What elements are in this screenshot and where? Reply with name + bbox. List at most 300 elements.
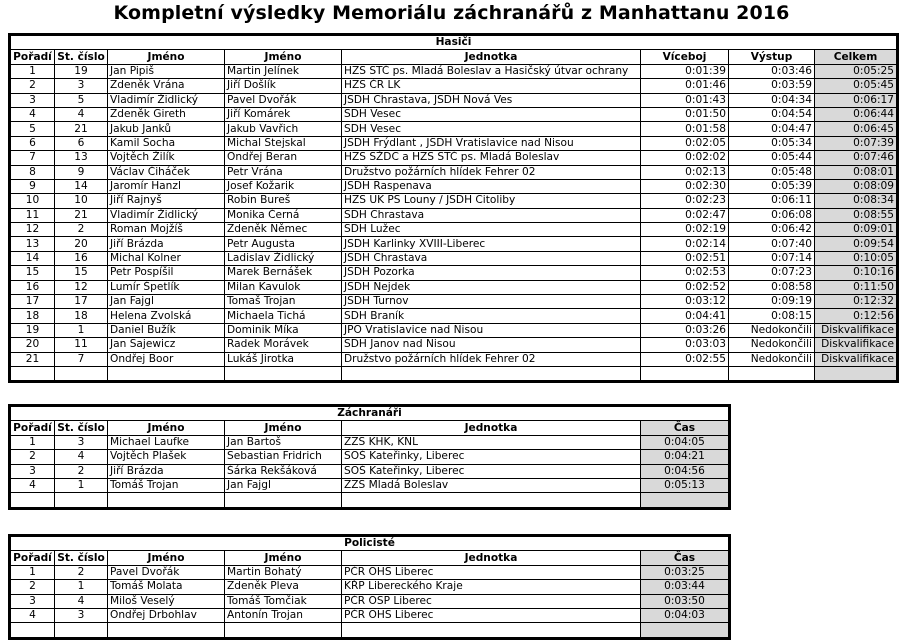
table-cell: Lukáš Jirotka bbox=[225, 352, 342, 366]
table-cell: 0:03:59 bbox=[729, 79, 815, 93]
table-cell: 0:02:53 bbox=[641, 266, 729, 280]
table-cell: Vladimír Židlický bbox=[108, 93, 225, 107]
table-cell: 0:06:45 bbox=[815, 122, 897, 136]
table-cell: 0:04:54 bbox=[729, 107, 815, 121]
table-cell: Martin Bohatý bbox=[225, 565, 342, 579]
table-row bbox=[11, 295, 897, 309]
table-cell: 0:04:56 bbox=[641, 464, 729, 478]
table-cell: 0:09:19 bbox=[729, 295, 815, 309]
col-header-poradi: Pořadí bbox=[11, 50, 55, 64]
table-cell: 3 bbox=[55, 79, 108, 93]
table-cell: Jakub Janků bbox=[108, 122, 225, 136]
table-cell: Petr Augusta bbox=[225, 237, 342, 251]
table-cell: 0:06:44 bbox=[815, 107, 897, 121]
table-cell: 10 bbox=[55, 194, 108, 208]
table-cell: Ondřej Beran bbox=[225, 151, 342, 165]
table-cell: 3 bbox=[11, 93, 55, 107]
table-cell: 1 bbox=[11, 64, 55, 78]
table-row bbox=[11, 580, 729, 594]
table-cell: Jiří Brázda bbox=[108, 237, 225, 251]
table-cell: Monika Černá bbox=[225, 208, 342, 222]
table-cell: 9 bbox=[55, 165, 108, 179]
table-row bbox=[11, 208, 897, 222]
table-cell: Družstvo požárních hlídek Fehrer 02 bbox=[342, 352, 641, 366]
table-cell: 0:01:46 bbox=[641, 79, 729, 93]
zachranari-table bbox=[10, 406, 729, 508]
section-title-policiste: Policisté bbox=[11, 537, 729, 551]
table-cell: 3 bbox=[55, 608, 108, 622]
empty-cell bbox=[342, 623, 641, 637]
table-row bbox=[11, 608, 729, 622]
table-cell: 0:04:03 bbox=[641, 608, 729, 622]
policiste-table-block bbox=[8, 534, 731, 640]
table-cell: Antonín Trojan bbox=[225, 608, 342, 622]
table-cell: 17 bbox=[11, 295, 55, 309]
section-title-zachranari: Záchranáři bbox=[11, 407, 729, 421]
table-cell: SDH Braník bbox=[342, 309, 641, 323]
col-header-jednotka: Jednotka bbox=[342, 551, 641, 565]
section-title-hasici: Hasiči bbox=[11, 36, 897, 50]
table-cell: Helena Zvolská bbox=[108, 309, 225, 323]
table-cell: Michal Stejskal bbox=[225, 136, 342, 150]
table-cell: 0:07:39 bbox=[815, 136, 897, 150]
table-cell: 1 bbox=[55, 478, 108, 492]
table-cell: JSDH Raspenava bbox=[342, 179, 641, 193]
table-cell: 0:02:51 bbox=[641, 251, 729, 265]
col-header-st-cislo: St. číslo bbox=[55, 421, 108, 435]
empty-row bbox=[11, 493, 729, 507]
table-cell: Diskvalifikace bbox=[815, 338, 897, 352]
table-cell: 0:03:25 bbox=[641, 565, 729, 579]
table-cell: HZS STČ ps. Mladá Boleslav a Hasičský útvar ochrany bbox=[342, 64, 641, 78]
table-cell: Lumír Špetlík bbox=[108, 280, 225, 294]
table-cell: JPO Vratislavice nad Nisou bbox=[342, 323, 641, 337]
table-cell: 0:08:15 bbox=[729, 309, 815, 323]
col-header-jmeno-2: Jméno bbox=[225, 421, 342, 435]
table-cell: 11 bbox=[11, 208, 55, 222]
table-cell: 10 bbox=[11, 194, 55, 208]
table-cell: 13 bbox=[55, 151, 108, 165]
table-cell: 21 bbox=[55, 122, 108, 136]
table-cell: Petr Pospíšil bbox=[108, 266, 225, 280]
table-cell: 12 bbox=[55, 280, 108, 294]
table-row bbox=[11, 323, 897, 337]
table-cell: Vladimír Židlický bbox=[108, 208, 225, 222]
table-cell: Pavel Dvořák bbox=[108, 565, 225, 579]
table-cell: 21 bbox=[55, 208, 108, 222]
table-cell: 1 bbox=[55, 323, 108, 337]
table-cell: SDH Chrastava bbox=[342, 208, 641, 222]
table-cell: 0:02:14 bbox=[641, 237, 729, 251]
table-cell: 0:10:16 bbox=[815, 266, 897, 280]
col-header-cas: Čas bbox=[641, 421, 729, 435]
table-row bbox=[11, 223, 897, 237]
table-cell: Michal Kolner bbox=[108, 251, 225, 265]
col-header-jednotka: Jednotka bbox=[342, 421, 641, 435]
table-cell: Jaromír Hanzl bbox=[108, 179, 225, 193]
table-cell: 0:03:50 bbox=[641, 594, 729, 608]
empty-cell bbox=[641, 493, 729, 507]
table-cell: KŘP Libereckého Kraje bbox=[342, 580, 641, 594]
table-cell: 7 bbox=[11, 151, 55, 165]
table-cell: PČR OHS Liberec bbox=[342, 565, 641, 579]
table-cell: Družstvo požárních hlídek Fehrer 02 bbox=[342, 165, 641, 179]
table-cell: SDH Lužec bbox=[342, 223, 641, 237]
table-cell: Ladislav Židlický bbox=[225, 251, 342, 265]
table-cell: 1 bbox=[11, 565, 55, 579]
table-cell: 0:07:46 bbox=[815, 151, 897, 165]
table-cell: Tomáš Trojan bbox=[108, 478, 225, 492]
table-cell: 0:03:44 bbox=[641, 580, 729, 594]
table-cell: Michaela Tichá bbox=[225, 309, 342, 323]
table-cell: Zdeněk Vrána bbox=[108, 79, 225, 93]
table-cell: 13 bbox=[11, 237, 55, 251]
col-header-poradi: Pořadí bbox=[11, 421, 55, 435]
table-cell: Zdeněk Pleva bbox=[225, 580, 342, 594]
table-cell: Petr Vrána bbox=[225, 165, 342, 179]
col-header-poradi: Pořadí bbox=[11, 551, 55, 565]
table-row bbox=[11, 338, 897, 352]
table-cell: Martin Jelínek bbox=[225, 64, 342, 78]
table-row bbox=[11, 107, 897, 121]
table-row bbox=[11, 194, 897, 208]
empty-cell bbox=[11, 623, 55, 637]
empty-cell bbox=[342, 366, 641, 380]
table-cell: 0:01:50 bbox=[641, 107, 729, 121]
table-cell: 2 bbox=[11, 580, 55, 594]
empty-cell bbox=[55, 493, 108, 507]
table-cell: 0:08:34 bbox=[815, 194, 897, 208]
table-cell: 0:04:05 bbox=[641, 435, 729, 449]
table-cell: 0:08:58 bbox=[729, 280, 815, 294]
table-cell: 16 bbox=[55, 251, 108, 265]
empty-cell bbox=[108, 623, 225, 637]
table-cell: 0:01:43 bbox=[641, 93, 729, 107]
page-title: Kompletní výsledky Memoriálu záchranářů z Manhattanu 2016 bbox=[113, 2, 790, 24]
empty-cell bbox=[641, 623, 729, 637]
table-cell: 0:08:01 bbox=[815, 165, 897, 179]
table-cell: Radek Morávek bbox=[225, 338, 342, 352]
table-cell: 1 bbox=[11, 435, 55, 449]
table-cell: 3 bbox=[55, 435, 108, 449]
col-header-celkem: Celkem bbox=[815, 50, 897, 64]
table-cell: 14 bbox=[55, 179, 108, 193]
col-header-jmeno-1: Jméno bbox=[108, 50, 225, 64]
table-cell: 0:06:42 bbox=[729, 223, 815, 237]
table-cell: 0:08:09 bbox=[815, 179, 897, 193]
table-cell: Zdeněk Gireth bbox=[108, 107, 225, 121]
empty-cell bbox=[815, 366, 897, 380]
table-cell: Nedokončili bbox=[729, 338, 815, 352]
hasici-rows bbox=[11, 64, 897, 381]
table-cell: Roman Mojžíš bbox=[108, 223, 225, 237]
col-header-vystup: Výstup bbox=[729, 50, 815, 64]
table-cell: 4 bbox=[11, 107, 55, 121]
table-row bbox=[11, 352, 897, 366]
empty-cell bbox=[342, 493, 641, 507]
table-cell: JSDH Karlinky XVIII-Liberec bbox=[342, 237, 641, 251]
zachranari-rows bbox=[11, 435, 729, 507]
table-row bbox=[11, 594, 729, 608]
table-cell: 9 bbox=[11, 179, 55, 193]
table-cell: JSDH Chrastava bbox=[342, 251, 641, 265]
table-cell: SOŠ Kateřinky, Liberec bbox=[342, 464, 641, 478]
table-cell: 0:04:21 bbox=[641, 450, 729, 464]
table-cell: 0:10:05 bbox=[815, 251, 897, 265]
table-cell: 2 bbox=[11, 450, 55, 464]
table-cell: 16 bbox=[11, 280, 55, 294]
table-cell: JSDH Turnov bbox=[342, 295, 641, 309]
empty-row bbox=[11, 623, 729, 637]
table-cell: 0:07:40 bbox=[729, 237, 815, 251]
table-row bbox=[11, 165, 897, 179]
table-row bbox=[11, 122, 897, 136]
table-cell: Jiří Rajnyš bbox=[108, 194, 225, 208]
table-cell: 0:07:23 bbox=[729, 266, 815, 280]
table-cell: 14 bbox=[11, 251, 55, 265]
table-row bbox=[11, 179, 897, 193]
table-cell: Nedokončili bbox=[729, 323, 815, 337]
table-cell: 0:05:25 bbox=[815, 64, 897, 78]
table-cell: 0:04:47 bbox=[729, 122, 815, 136]
table-cell: 7 bbox=[55, 352, 108, 366]
table-cell: Ondřej Drbohlav bbox=[108, 608, 225, 622]
table-cell: Václav Čiháček bbox=[108, 165, 225, 179]
table-cell: Nedokončili bbox=[729, 352, 815, 366]
table-cell: Milan Kavulok bbox=[225, 280, 342, 294]
table-cell: Tomáš Tomčiak bbox=[225, 594, 342, 608]
table-cell: Ondřej Boor bbox=[108, 352, 225, 366]
table-cell: 0:05:13 bbox=[641, 478, 729, 492]
table-cell: 21 bbox=[11, 352, 55, 366]
table-cell: 18 bbox=[55, 309, 108, 323]
table-cell: 4 bbox=[11, 478, 55, 492]
table-cell: Jan Sajewicz bbox=[108, 338, 225, 352]
hasici-table bbox=[10, 35, 897, 381]
table-row bbox=[11, 450, 729, 464]
table-cell: SOŠ Kateřinky, Liberec bbox=[342, 450, 641, 464]
empty-cell bbox=[225, 493, 342, 507]
table-cell: Jakub Vavřich bbox=[225, 122, 342, 136]
table-cell: Jiří Brázda bbox=[108, 464, 225, 478]
table-cell: JSDH Pozorka bbox=[342, 266, 641, 280]
table-cell: 0:12:32 bbox=[815, 295, 897, 309]
col-header-jmeno-1: Jméno bbox=[108, 421, 225, 435]
table-cell: Sebastian Fridrich bbox=[225, 450, 342, 464]
table-cell: SDH Janov nad Nisou bbox=[342, 338, 641, 352]
table-cell: 20 bbox=[11, 338, 55, 352]
col-header-cas: Čas bbox=[641, 551, 729, 565]
table-cell: Jan Fajgl bbox=[225, 478, 342, 492]
table-cell: 0:12:56 bbox=[815, 309, 897, 323]
table-cell: 0:05:34 bbox=[729, 136, 815, 150]
table-cell: 5 bbox=[11, 122, 55, 136]
table-cell: 15 bbox=[55, 266, 108, 280]
table-cell: 0:09:01 bbox=[815, 223, 897, 237]
table-row bbox=[11, 478, 729, 492]
table-cell: 0:01:58 bbox=[641, 122, 729, 136]
policiste-rows bbox=[11, 565, 729, 637]
table-cell: 19 bbox=[55, 64, 108, 78]
table-cell: 4 bbox=[55, 450, 108, 464]
table-cell: Tomaš Trojan bbox=[225, 295, 342, 309]
hasici-table-block bbox=[8, 33, 899, 383]
table-cell: ZZS Mladá Boleslav bbox=[342, 478, 641, 492]
table-cell: 0:03:03 bbox=[641, 338, 729, 352]
table-cell: 0:04:41 bbox=[641, 309, 729, 323]
table-cell: JSDH Frýdlant , JSDH Vratislavice nad Nisou bbox=[342, 136, 641, 150]
table-cell: Jiří Došlík bbox=[225, 79, 342, 93]
table-cell: Vojtěch Žilík bbox=[108, 151, 225, 165]
table-cell: 0:02:47 bbox=[641, 208, 729, 222]
empty-cell bbox=[55, 623, 108, 637]
table-cell: Diskvalifikace bbox=[815, 323, 897, 337]
table-cell: Michael Laufke bbox=[108, 435, 225, 449]
table-cell: Daniel Bužík bbox=[108, 323, 225, 337]
table-cell: 2 bbox=[11, 79, 55, 93]
table-cell: 17 bbox=[55, 295, 108, 309]
table-cell: Kamil Socha bbox=[108, 136, 225, 150]
table-cell: 0:02:23 bbox=[641, 194, 729, 208]
table-cell: 0:03:46 bbox=[729, 64, 815, 78]
table-cell: ZZS KHK, KNL bbox=[342, 435, 641, 449]
table-cell: 0:06:17 bbox=[815, 93, 897, 107]
col-header-jmeno-2: Jméno bbox=[225, 551, 342, 565]
table-cell: 0:04:34 bbox=[729, 93, 815, 107]
table-cell: 0:02:19 bbox=[641, 223, 729, 237]
table-row bbox=[11, 64, 897, 78]
table-cell: Jan Bartoš bbox=[225, 435, 342, 449]
table-cell: Šárka Rekšáková bbox=[225, 464, 342, 478]
table-cell: HZS SŽDC a HZS STČ ps. Mladá Boleslav bbox=[342, 151, 641, 165]
table-cell: 8 bbox=[11, 165, 55, 179]
table-cell: Josef Kožarik bbox=[225, 179, 342, 193]
col-header-st-cislo: St. číslo bbox=[55, 50, 108, 64]
col-header-viceboj: Víceboj bbox=[641, 50, 729, 64]
table-cell: Tomáš Molata bbox=[108, 580, 225, 594]
empty-row bbox=[11, 366, 897, 380]
table-cell: Jan Fajgl bbox=[108, 295, 225, 309]
table-row bbox=[11, 309, 897, 323]
table-cell: 0:02:13 bbox=[641, 165, 729, 179]
table-cell: Zdeněk Němec bbox=[225, 223, 342, 237]
table-cell: 0:02:30 bbox=[641, 179, 729, 193]
table-cell: 0:11:50 bbox=[815, 280, 897, 294]
table-cell: 6 bbox=[11, 136, 55, 150]
table-cell: 0:02:52 bbox=[641, 280, 729, 294]
table-cell: 4 bbox=[55, 107, 108, 121]
table-cell: 0:06:08 bbox=[729, 208, 815, 222]
table-cell: Diskvalifikace bbox=[815, 352, 897, 366]
empty-cell bbox=[55, 366, 108, 380]
table-row bbox=[11, 565, 729, 579]
table-cell: 18 bbox=[11, 309, 55, 323]
table-cell: 0:05:45 bbox=[815, 79, 897, 93]
table-cell: 0:01:39 bbox=[641, 64, 729, 78]
table-cell: Pavel Dvořák bbox=[225, 93, 342, 107]
table-cell: 3 bbox=[11, 594, 55, 608]
table-cell: HZS ČR LK bbox=[342, 79, 641, 93]
table-cell: 11 bbox=[55, 338, 108, 352]
table-cell: 12 bbox=[11, 223, 55, 237]
table-cell: 2 bbox=[55, 565, 108, 579]
table-cell: 5 bbox=[55, 93, 108, 107]
table-cell: Jiří Komárek bbox=[225, 107, 342, 121]
table-cell: 0:09:54 bbox=[815, 237, 897, 251]
empty-cell bbox=[108, 493, 225, 507]
table-row bbox=[11, 280, 897, 294]
table-cell: Marek Bernášek bbox=[225, 266, 342, 280]
table-cell: 19 bbox=[11, 323, 55, 337]
table-row bbox=[11, 435, 729, 449]
table-cell: 1 bbox=[55, 580, 108, 594]
empty-cell bbox=[11, 366, 55, 380]
table-cell: 0:05:48 bbox=[729, 165, 815, 179]
table-cell: 3 bbox=[11, 464, 55, 478]
table-cell: 4 bbox=[11, 608, 55, 622]
table-cell: 0:05:39 bbox=[729, 179, 815, 193]
col-header-jednotka: Jednotka bbox=[342, 50, 641, 64]
table-cell: Dominik Míka bbox=[225, 323, 342, 337]
table-cell: PČR OHS Liberec bbox=[342, 608, 641, 622]
table-cell: Jan Pipiš bbox=[108, 64, 225, 78]
table-row bbox=[11, 251, 897, 265]
empty-cell bbox=[11, 493, 55, 507]
table-cell: 0:08:55 bbox=[815, 208, 897, 222]
empty-cell bbox=[729, 366, 815, 380]
table-cell: Robin Bureš bbox=[225, 194, 342, 208]
table-cell: Miloš Veselý bbox=[108, 594, 225, 608]
table-cell: SDH Vesec bbox=[342, 122, 641, 136]
table-cell: 2 bbox=[55, 223, 108, 237]
policiste-table bbox=[10, 536, 729, 638]
table-cell: 0:02:02 bbox=[641, 151, 729, 165]
table-cell: JSDH Chrastava, JSDH Nová Ves bbox=[342, 93, 641, 107]
table-cell: 0:03:26 bbox=[641, 323, 729, 337]
table-row bbox=[11, 237, 897, 251]
table-cell: 20 bbox=[55, 237, 108, 251]
table-cell: 4 bbox=[55, 594, 108, 608]
table-cell: HZS UK PS Louny / JSDH Citoliby bbox=[342, 194, 641, 208]
col-header-jmeno-1: Jméno bbox=[108, 551, 225, 565]
table-cell: Vojtěch Plašek bbox=[108, 450, 225, 464]
table-row bbox=[11, 151, 897, 165]
table-row bbox=[11, 464, 729, 478]
table-row bbox=[11, 266, 897, 280]
table-cell: 15 bbox=[11, 266, 55, 280]
table-cell: 0:03:12 bbox=[641, 295, 729, 309]
empty-cell bbox=[225, 366, 342, 380]
table-cell: 0:02:55 bbox=[641, 352, 729, 366]
table-cell: 0:05:44 bbox=[729, 151, 815, 165]
col-header-jmeno-2: Jméno bbox=[225, 50, 342, 64]
table-cell: 0:02:05 bbox=[641, 136, 729, 150]
table-cell: 2 bbox=[55, 464, 108, 478]
table-cell: 6 bbox=[55, 136, 108, 150]
table-cell: PČR OSP Liberec bbox=[342, 594, 641, 608]
col-header-st-cislo: St. číslo bbox=[55, 551, 108, 565]
table-cell: 0:07:14 bbox=[729, 251, 815, 265]
table-cell: JSDH Nejdek bbox=[342, 280, 641, 294]
table-row bbox=[11, 79, 897, 93]
table-row bbox=[11, 136, 897, 150]
empty-cell bbox=[108, 366, 225, 380]
empty-cell bbox=[641, 366, 729, 380]
zachranari-table-block bbox=[8, 404, 731, 510]
table-cell: 0:06:11 bbox=[729, 194, 815, 208]
table-cell: SDH Vesec bbox=[342, 107, 641, 121]
empty-cell bbox=[225, 623, 342, 637]
